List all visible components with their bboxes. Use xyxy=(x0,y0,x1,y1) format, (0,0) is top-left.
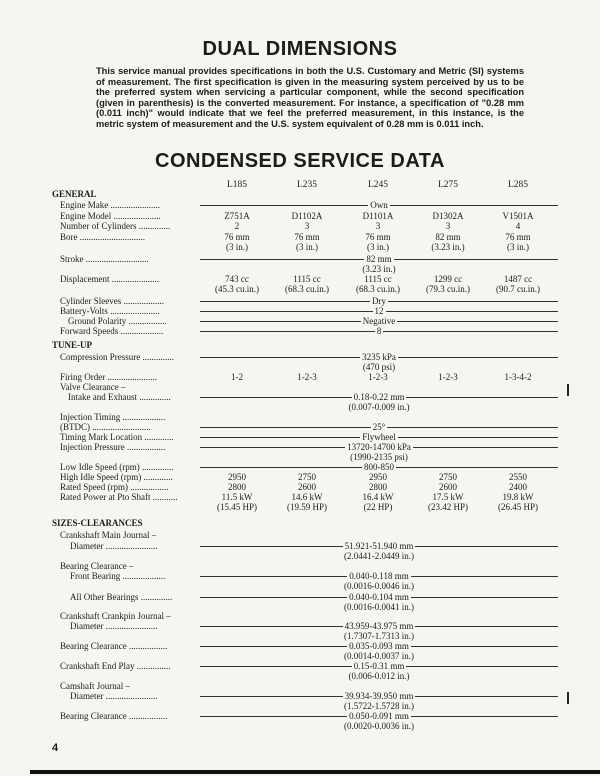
row-label: Compression Pressure .............. xyxy=(60,352,174,362)
sub-value: (1.7307-1.7313 in.) xyxy=(344,631,414,641)
value: 1487 cc xyxy=(503,274,533,284)
margin-mark xyxy=(567,692,569,704)
dot-leader: ................... xyxy=(120,412,166,422)
row-value-wide xyxy=(200,296,558,306)
sub-value: (19.59 HP) xyxy=(287,502,327,512)
value: 0.18-0.22 mm xyxy=(353,392,405,402)
row-value-wide xyxy=(200,432,558,442)
value-l185: 2950 xyxy=(228,472,246,482)
dot-leader: ..................... xyxy=(111,211,161,221)
value: 76 mm xyxy=(294,232,320,242)
value: 0.035-0.093 mm xyxy=(349,641,409,651)
dot-leader: .............. xyxy=(138,592,173,602)
dot-leader: ...................... xyxy=(105,372,157,382)
sub-value: (0.0016-0.0046 in.) xyxy=(344,581,414,591)
value-l245: 3 xyxy=(375,221,381,231)
value-l185: 2800 xyxy=(228,482,246,492)
sub-value: (1990-2135 psi) xyxy=(350,452,408,462)
dot-leader: ................. xyxy=(126,711,168,721)
row-value-wide xyxy=(200,691,558,711)
row-label: Number of Cylinders .............. xyxy=(60,221,171,231)
dot-leader: ....................... xyxy=(103,541,158,551)
value-l285: 2550 xyxy=(509,472,527,482)
value-l185: 1-2 xyxy=(231,372,243,382)
page-number: 4 xyxy=(52,742,59,754)
sub-value: (0.0020-0.0036 in.) xyxy=(344,721,414,731)
row-label: Diameter ....................... xyxy=(70,541,158,551)
dot-leader: ............................. xyxy=(77,232,145,242)
row-label: Low Idle Speed (rpm) .............. xyxy=(60,462,174,472)
section-title-tuneup: TUNE-UP xyxy=(52,340,92,350)
row-label: Camshaft Journal – xyxy=(60,681,130,691)
sub-value: (68.3 cu.in.) xyxy=(285,284,329,294)
sub-value: (3 in.) xyxy=(367,242,389,252)
row-label: Bearing Clearance ................. xyxy=(60,711,168,721)
intro-paragraph: This service manual provides specifications in both the U.S. Customary and Metric (SI) systems of measurement. The first specification is given in the measuring system perceived by us to be the preferred system when servicing a particular component, while the second specification (given in parenthesis) is the converted measurement. For instance, a specification of "0.28 mm (0.011 inch)" would indicate that we feel the preferred measurement, in this instance, is the metric system of measurement and the U.S. system equivalent of 0.28 mm is 0.011 inch. xyxy=(96,66,524,129)
value: 1115 cc xyxy=(293,274,321,284)
value-l285: V1501A xyxy=(502,211,534,221)
sub-value: (68.3 cu.in.) xyxy=(356,284,400,294)
dot-leader: .............. xyxy=(136,221,171,231)
row-value-wide xyxy=(200,571,558,591)
dot-leader: ................... xyxy=(118,326,164,336)
value-l285: 4 xyxy=(515,221,521,231)
dot-leader: ................. xyxy=(124,442,166,452)
value: Negative xyxy=(362,316,396,326)
value: 8 xyxy=(376,326,382,336)
dot-leader: .......................... xyxy=(90,422,151,432)
column-header-l235: L235 xyxy=(296,180,318,190)
sub-value: (0.006-0.012 in.) xyxy=(348,671,410,681)
row-value-wide xyxy=(200,326,558,336)
value-l235: 1-2-3 xyxy=(297,372,317,382)
section-title-sizes: SIZES-CLEARANCES xyxy=(52,518,143,528)
dot-leader: .................. xyxy=(121,296,164,306)
dot-leader: ................... xyxy=(120,571,166,581)
row-value-wide xyxy=(200,442,558,462)
dot-leader: .............. xyxy=(140,352,174,362)
column-header-l185: L185 xyxy=(226,180,248,190)
column-header-l275: L275 xyxy=(437,180,459,190)
row-label: Valve Clearance – xyxy=(60,382,126,392)
value-l245: 1-2-3 xyxy=(368,372,388,382)
row-label: Engine Make ...................... xyxy=(60,200,160,210)
row-value-wide xyxy=(200,392,558,412)
row-value-wide xyxy=(200,316,558,326)
sub-value: (90.7 cu.in.) xyxy=(496,284,540,294)
row-label: Cylinder Sleeves .................. xyxy=(60,296,164,306)
value-l235 xyxy=(277,274,337,294)
value: 19.8 kW xyxy=(502,492,534,502)
row-label: Forward Speeds ................... xyxy=(60,326,164,336)
row-value-wide xyxy=(200,641,558,661)
sub-value: (470 psi) xyxy=(362,362,396,372)
value-l185 xyxy=(207,274,267,294)
row-label: (BTDC) .......................... xyxy=(60,422,151,432)
value: Own xyxy=(370,200,388,210)
row-label: Crankshaft End Play ............... xyxy=(60,661,171,671)
sub-value: (0.0016-0.0041 in.) xyxy=(344,602,414,612)
row-label: Diameter ....................... xyxy=(70,621,158,631)
sub-value: (23.42 HP) xyxy=(428,502,468,512)
value-l275: 3 xyxy=(445,221,451,231)
value: 76 mm xyxy=(365,232,391,242)
sub-value: (3.23 in.) xyxy=(362,264,396,274)
row-value-wide xyxy=(200,352,558,372)
value-l285 xyxy=(488,274,548,294)
value: 11.5 kW xyxy=(221,492,253,502)
value: 800-850 xyxy=(364,462,394,472)
sub-value: (3.23 in.) xyxy=(431,242,465,252)
value-l235 xyxy=(277,232,337,252)
value-l245: 2800 xyxy=(369,482,387,492)
row-label: All Other Bearings .............. xyxy=(70,592,173,602)
dot-leader: .............. xyxy=(139,462,174,472)
row-label: Battery-Volts ...................... xyxy=(60,306,160,316)
row-value-wide xyxy=(200,621,558,641)
bottom-rule xyxy=(30,770,600,774)
value-l275 xyxy=(418,492,478,512)
value-l245 xyxy=(348,274,408,294)
column-header-l245: L245 xyxy=(367,180,389,190)
value: 82 mm xyxy=(435,232,461,242)
row-label: Diameter ....................... xyxy=(70,691,158,701)
row-value-wide xyxy=(200,592,558,612)
dot-leader: ....................... xyxy=(103,691,158,701)
value-l275 xyxy=(418,274,478,294)
value: 76 mm xyxy=(224,232,250,242)
sub-value: (22 HP) xyxy=(363,502,393,512)
dot-leader: .............. xyxy=(136,392,171,402)
dot-leader: ........... xyxy=(150,492,178,502)
value: 0.15-0.31 mm xyxy=(353,661,405,671)
dot-leader: ............................ xyxy=(83,254,149,264)
row-value-wide xyxy=(200,200,558,210)
value: 16.4 kW xyxy=(362,492,394,502)
row-label: Timing Mark Location ............. xyxy=(60,432,174,442)
row-label: Firing Order ...................... xyxy=(60,372,157,382)
row-value-wide xyxy=(200,422,558,432)
value: 3235 kPa xyxy=(362,352,396,362)
sub-value: (0.007-0.009 in.) xyxy=(348,402,410,412)
value-l185: 2 xyxy=(234,221,240,231)
dot-leader: ..................... xyxy=(109,274,159,284)
row-label: Ground Polarity ................. xyxy=(68,316,167,326)
value-l235: 2750 xyxy=(298,472,316,482)
value-l275: D1302A xyxy=(432,211,464,221)
value: 0.040-0.118 mm xyxy=(349,571,409,581)
row-value-wide xyxy=(200,254,558,274)
value-l245 xyxy=(348,492,408,512)
dot-leader: ............. xyxy=(142,432,174,442)
sub-value: (15.45 HP) xyxy=(217,502,257,512)
value: 1299 cc xyxy=(433,274,463,284)
value-l285: 1-3-4-2 xyxy=(504,372,532,382)
value: 51.921-51.940 mm xyxy=(344,541,414,551)
value-l185 xyxy=(207,232,267,252)
row-label: Intake and Exhaust .............. xyxy=(68,392,171,402)
row-label: Engine Model ..................... xyxy=(60,211,161,221)
dot-leader: ...................... xyxy=(107,306,160,316)
row-label: Displacement ..................... xyxy=(60,274,159,284)
sub-value: (45.3 cu.in.) xyxy=(215,284,259,294)
value: Dry xyxy=(372,296,386,306)
value: 12 xyxy=(374,306,384,316)
dot-leader: ...................... xyxy=(108,200,160,210)
row-value-wide xyxy=(200,661,558,681)
row-value-wide xyxy=(200,711,558,731)
value-l285: 2400 xyxy=(509,482,527,492)
value-l245 xyxy=(348,232,408,252)
value-l275 xyxy=(418,232,478,252)
row-label: Bearing Clearance ................. xyxy=(60,641,168,651)
value-l235: D1102A xyxy=(291,211,323,221)
value: 25° xyxy=(372,422,386,432)
sub-value: (1.5722-1.5728 in.) xyxy=(344,701,414,711)
row-label: Rated Power at Pto Shaft ........... xyxy=(60,492,178,502)
value: 14.6 kW xyxy=(291,492,323,502)
value: 743 cc xyxy=(225,274,249,284)
row-label: Crankshaft Crankpin Journal – xyxy=(60,611,171,621)
value-l285 xyxy=(488,492,548,512)
value-l285 xyxy=(488,232,548,252)
sub-value: (79.3 cu.in.) xyxy=(426,284,470,294)
sub-value: (3 in.) xyxy=(296,242,318,252)
row-label: Bearing Clearance – xyxy=(60,561,134,571)
value: 39.934-39.950 mm xyxy=(344,691,414,701)
value-l235: 2600 xyxy=(298,482,316,492)
row-label: High Idle Speed (rpm) ............. xyxy=(60,472,173,482)
page-heading: DUAL DIMENSIONS xyxy=(202,38,398,60)
value: Flywheel xyxy=(362,432,396,442)
row-label: Front Bearing ................... xyxy=(70,571,166,581)
value: 13720-14700 kPa xyxy=(347,442,411,452)
value-l275: 2750 xyxy=(439,472,457,482)
table-title: CONDENSED SERVICE DATA xyxy=(155,150,445,172)
value-l275: 2600 xyxy=(439,482,457,492)
dot-leader: ....................... xyxy=(103,621,158,631)
value-l235 xyxy=(277,492,337,512)
row-label: Stroke ............................ xyxy=(60,254,149,264)
value: 17.5 kW xyxy=(432,492,464,502)
sub-value: (2.0441-2.0449 in.) xyxy=(344,551,414,561)
value: 76 mm xyxy=(505,232,531,242)
row-value-wide xyxy=(200,306,558,316)
value-l245: 2950 xyxy=(369,472,387,482)
dot-leader: ................. xyxy=(126,641,168,651)
dot-leader: ............... xyxy=(134,661,171,671)
sub-value: (0.0014-0.0037 in.) xyxy=(344,651,414,661)
column-header-l285: L285 xyxy=(507,180,529,190)
value-l245: D1101A xyxy=(362,211,394,221)
dot-leader: ................. xyxy=(126,316,167,326)
dot-leader: ................. xyxy=(127,482,169,492)
row-label: Crankshaft Main Journal – xyxy=(60,530,157,540)
row-label: Injection Pressure ................. xyxy=(60,442,166,452)
value: 82 mm xyxy=(366,254,392,264)
row-label: Injection Timing ................... xyxy=(60,412,166,422)
dot-leader: ............. xyxy=(141,472,173,482)
row-value-wide xyxy=(200,462,558,472)
row-label: Rated Speed (rpm) ................. xyxy=(60,482,169,492)
sub-value: (3 in.) xyxy=(226,242,248,252)
value-l235: 3 xyxy=(304,221,310,231)
sub-value: (26.45 HP) xyxy=(498,502,538,512)
row-label: Bore ............................. xyxy=(60,232,145,242)
row-value-wide xyxy=(200,541,558,561)
value-l185 xyxy=(207,492,267,512)
section-title-general: GENERAL xyxy=(52,189,97,199)
value: 0.040-0.104 mm xyxy=(349,592,409,602)
value: 43.959-43.975 mm xyxy=(344,621,414,631)
value-l275: 1-2-3 xyxy=(438,372,458,382)
value-l185: Z751A xyxy=(224,211,250,221)
value: 0.050-0.091 mm xyxy=(349,711,409,721)
margin-mark xyxy=(567,384,569,396)
value: 1115 cc xyxy=(364,274,392,284)
sub-value: (3 in.) xyxy=(507,242,529,252)
